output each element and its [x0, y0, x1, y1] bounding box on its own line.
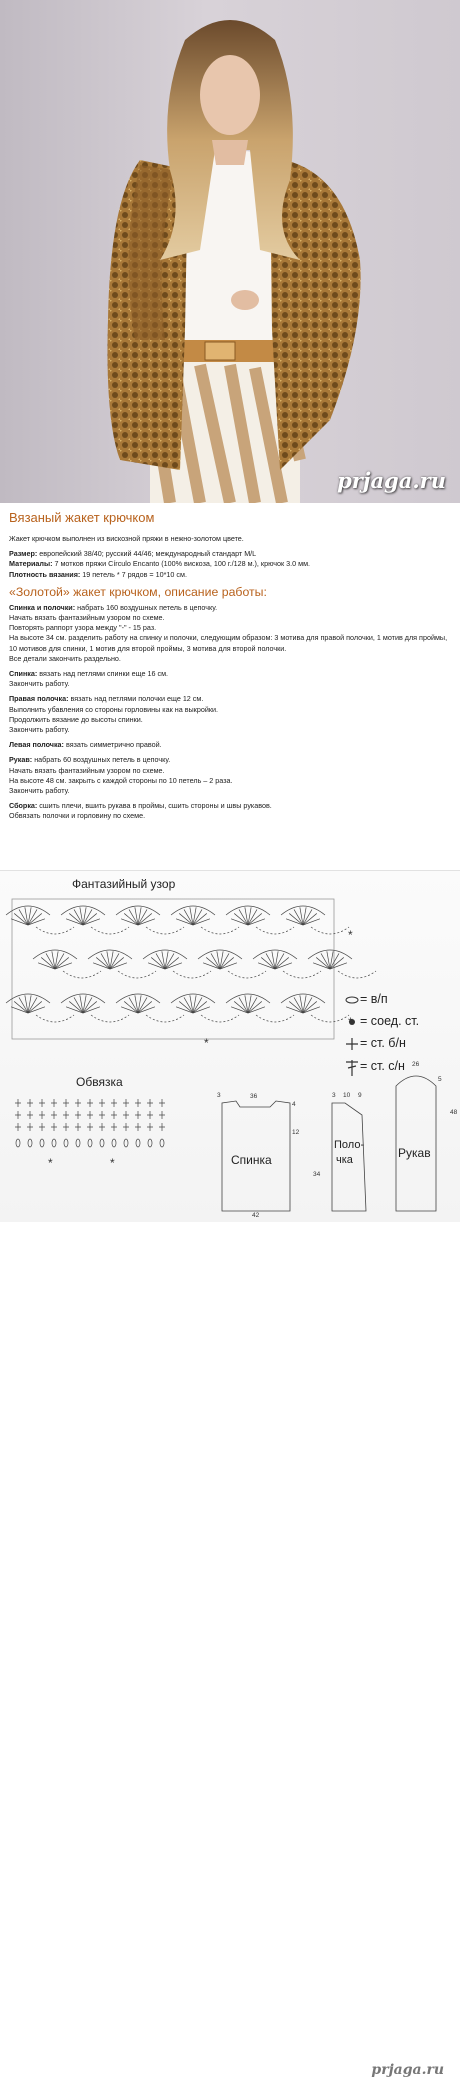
right-front-step: Закончить работу.	[9, 725, 70, 735]
face	[200, 55, 260, 135]
motif-chain	[63, 971, 101, 978]
dim-front-a: 3	[332, 1092, 336, 1099]
legend-slip-stitch: = соед. ст.	[360, 1014, 420, 1028]
motif-fan	[226, 994, 270, 1013]
edging-chain	[28, 1139, 32, 1147]
repeat-marker-icon: *	[48, 1156, 53, 1170]
pattern-frame	[12, 899, 334, 1039]
dim-back-h1: 4	[292, 1101, 296, 1108]
front-label-b: чка	[336, 1154, 353, 1166]
back-step: Закончить работу.	[9, 679, 70, 689]
edging-chain	[112, 1139, 116, 1147]
motif-chain	[283, 971, 321, 978]
edging-stitch	[87, 1111, 93, 1119]
edging-stitch	[75, 1111, 81, 1119]
motif-chain	[256, 1015, 294, 1022]
edging-stitch	[15, 1111, 21, 1119]
dim-sleeve-top: 26	[412, 1061, 420, 1068]
motif-chain	[36, 1015, 74, 1022]
motif-fan	[6, 906, 50, 925]
motif-chain	[201, 927, 239, 934]
motif-chain	[146, 1015, 184, 1022]
sleeve-step: Начать вязать фантазийным узором по схеме.	[9, 765, 165, 775]
dim-back-side: 3	[217, 1092, 221, 1099]
motif-fan	[308, 950, 352, 969]
legend-double-crochet: = ст. с/н	[360, 1059, 405, 1073]
repeat-marker-icon: *	[110, 1156, 115, 1170]
motif-fan	[253, 950, 297, 969]
motif-fan	[116, 994, 160, 1013]
edging-stitch	[75, 1123, 81, 1131]
dim-front-b: 10	[343, 1092, 351, 1099]
motif-fan	[281, 906, 325, 925]
dim-back-h3: 34	[313, 1171, 321, 1178]
motif-fan	[198, 950, 242, 969]
edging-stitch	[39, 1099, 45, 1107]
motif-fan	[281, 994, 325, 1013]
front-back-step: Начать вязать фантазийным узором по схеме.	[9, 613, 165, 623]
edging-stitch	[99, 1123, 105, 1131]
back-label: Спинка	[231, 1153, 272, 1167]
materials-line: Материалы: 7 мотков пряжи Círculo Encanto (100% вискоза, 100 г./128 м.), крючок 3.0 мм.	[9, 559, 311, 569]
edging-stitch	[135, 1111, 141, 1119]
edging-stitch	[87, 1123, 93, 1131]
crochet-diagram	[0, 870, 460, 2078]
motif-chain	[228, 971, 266, 978]
article-title: Вязаный жакет крючком	[9, 510, 155, 525]
motif-chain	[146, 927, 184, 934]
legend-chain: = в/п	[360, 992, 388, 1006]
motif-fan	[143, 950, 187, 969]
edging-stitch	[147, 1099, 153, 1107]
front-back-line: Спинка и полочки: набрать 160 воздушных петель в цепочку.	[9, 602, 218, 612]
edging-chain	[76, 1139, 80, 1147]
motif-chain	[118, 971, 156, 978]
edging-chain	[40, 1139, 44, 1147]
legend-single-crochet: = ст. б/н	[360, 1036, 406, 1050]
sleeve-schematic	[396, 1076, 436, 1211]
edging-chain	[160, 1139, 164, 1147]
edging-stitch	[123, 1099, 129, 1107]
dim-back-top: 36	[250, 1093, 258, 1100]
edging-stitch	[27, 1123, 33, 1131]
pattern-title: Фантазийный узор	[72, 877, 176, 891]
dc-symbol-icon	[346, 1060, 358, 1076]
sleeve-step: Закончить работу.	[9, 786, 70, 796]
edging-stitch	[159, 1123, 165, 1131]
assembly-line: Сборка: сшить плечи, вшить рукава в проймы, сшить стороны и швы рукавов.	[9, 801, 272, 811]
edging-stitch	[135, 1123, 141, 1131]
edging-title: Обвязка	[76, 1075, 123, 1089]
motif-chain	[256, 927, 294, 934]
edging-stitch	[63, 1123, 69, 1131]
sleeve-step: На высоте 48 см. закрыть с каждой стороны по 10 петель – 2 раза.	[9, 775, 233, 785]
dim-back-h2: 12	[292, 1129, 300, 1136]
motif-fan	[61, 994, 105, 1013]
edging-stitch	[63, 1099, 69, 1107]
front-back-step: Все детали закончить раздельно.	[9, 653, 121, 663]
back-line: Спинка: вязать над петлями спинки еще 16 см.	[9, 669, 169, 679]
edging-chain	[16, 1139, 20, 1147]
motif-fan	[6, 994, 50, 1013]
edging-stitch	[99, 1111, 105, 1119]
right-front-step: Продолжить вязание до высоты спинки.	[9, 714, 143, 724]
edging-stitch	[111, 1123, 117, 1131]
front-back-step: На высоте 34 см. разделить работу на спинку и полочки, следующим образом: 3 мотива для правой полочки, 1 мотив для проймы, 10 мотивов для спинки, 1 мотив для второй проймы, 3 мотива для второй полочки.	[9, 633, 448, 653]
edging-chain	[148, 1139, 152, 1147]
motif-chain	[201, 1015, 239, 1022]
edging-stitch	[135, 1099, 141, 1107]
motif-chain	[91, 1015, 129, 1022]
motif-chain	[311, 927, 349, 934]
edging-stitch	[39, 1111, 45, 1119]
edging-stitch	[111, 1099, 117, 1107]
motif-fan	[88, 950, 132, 969]
sleeve-label: Рукав	[398, 1146, 431, 1160]
legend-symbols	[342, 991, 362, 1087]
repeat-marker-icon: *	[348, 928, 353, 942]
motif-fan	[171, 994, 215, 1013]
edging-stitch	[15, 1123, 21, 1131]
edging-stitch	[159, 1111, 165, 1119]
edging-stitch	[51, 1123, 57, 1131]
edging-stitch	[99, 1099, 105, 1107]
right-front-step: Выполнить убавления со стороны горловины как на выкройки.	[9, 704, 218, 714]
size-line: Размер: европейский 38/40; русский 44/46; международный стандарт M/L	[9, 549, 257, 559]
density-line: Плотность вязания: 19 петель * 7 рядов = 10*10 см.	[9, 569, 187, 579]
product-photo	[0, 0, 460, 503]
photo-watermark: prjaga.ru	[337, 468, 446, 493]
dim-back-bottom: 42	[252, 1212, 260, 1219]
edging-chain	[100, 1139, 104, 1147]
motif-chain	[36, 927, 74, 934]
edging-stitch	[27, 1099, 33, 1107]
hand	[231, 290, 259, 310]
edging-stitch	[39, 1123, 45, 1131]
motif-fan	[61, 906, 105, 925]
edging-stitch	[147, 1111, 153, 1119]
left-front-line: Левая полочка: вязать симметрично правой.	[9, 740, 162, 750]
belt-buckle	[205, 342, 235, 360]
edging-stitch	[147, 1123, 153, 1131]
edging-stitch	[51, 1099, 57, 1107]
edging-stitch	[123, 1123, 129, 1131]
sleeve-line: Рукав: набрать 60 воздушных петель в цепочку.	[9, 755, 171, 765]
edging-stitch	[123, 1111, 129, 1119]
section-subtitle: «Золотой» жакет крючком, описание работы:	[9, 584, 267, 599]
motif-fan	[226, 906, 270, 925]
edging-stitch	[87, 1099, 93, 1107]
dim-sleeve-h1: 5	[438, 1076, 442, 1083]
chain-symbol-icon	[346, 997, 358, 1003]
motif-fan	[171, 906, 215, 925]
edging-stitch	[63, 1111, 69, 1119]
sc-symbol-icon	[346, 1038, 358, 1050]
edging-stitch	[111, 1111, 117, 1119]
motif-fan	[116, 906, 160, 925]
assembly-step: Обвязать полочки и горловину по схеме.	[9, 811, 146, 821]
edging-chain	[88, 1139, 92, 1147]
edging-stitch	[27, 1111, 33, 1119]
slip-stitch-symbol-icon	[349, 1019, 355, 1025]
intro-text: Жакет крючком выполнен из вискозной пряжи в нежно-золотом цвете.	[9, 534, 244, 543]
front-label-a: Поло-	[334, 1139, 365, 1151]
front-back-step: Повторять раппорт узора между "-" - 15 раз.	[9, 623, 157, 633]
article-body	[9, 510, 453, 822]
edging-chain	[124, 1139, 128, 1147]
edging-chain	[64, 1139, 68, 1147]
edging-chain	[136, 1139, 140, 1147]
repeat-marker-icon: *	[204, 1036, 209, 1050]
motif-chain	[338, 971, 376, 978]
motif-chain	[91, 927, 129, 934]
edging-chain	[52, 1139, 56, 1147]
edging-stitch	[159, 1099, 165, 1107]
neck	[212, 140, 248, 165]
model-illustration	[0, 0, 460, 503]
edging-stitch	[75, 1099, 81, 1107]
motif-fan	[33, 950, 77, 969]
diagram-watermark: prjaga.ru	[371, 2062, 444, 2078]
edging-stitch	[15, 1099, 21, 1107]
motif-chain	[173, 971, 211, 978]
dim-sleeve-h2: 48	[450, 1109, 458, 1116]
dim-front-c: 9	[358, 1092, 362, 1099]
right-front-line: Правая полочка: вязать над петлями полочки еще 12 см.	[9, 694, 204, 704]
edging-stitch	[51, 1111, 57, 1119]
